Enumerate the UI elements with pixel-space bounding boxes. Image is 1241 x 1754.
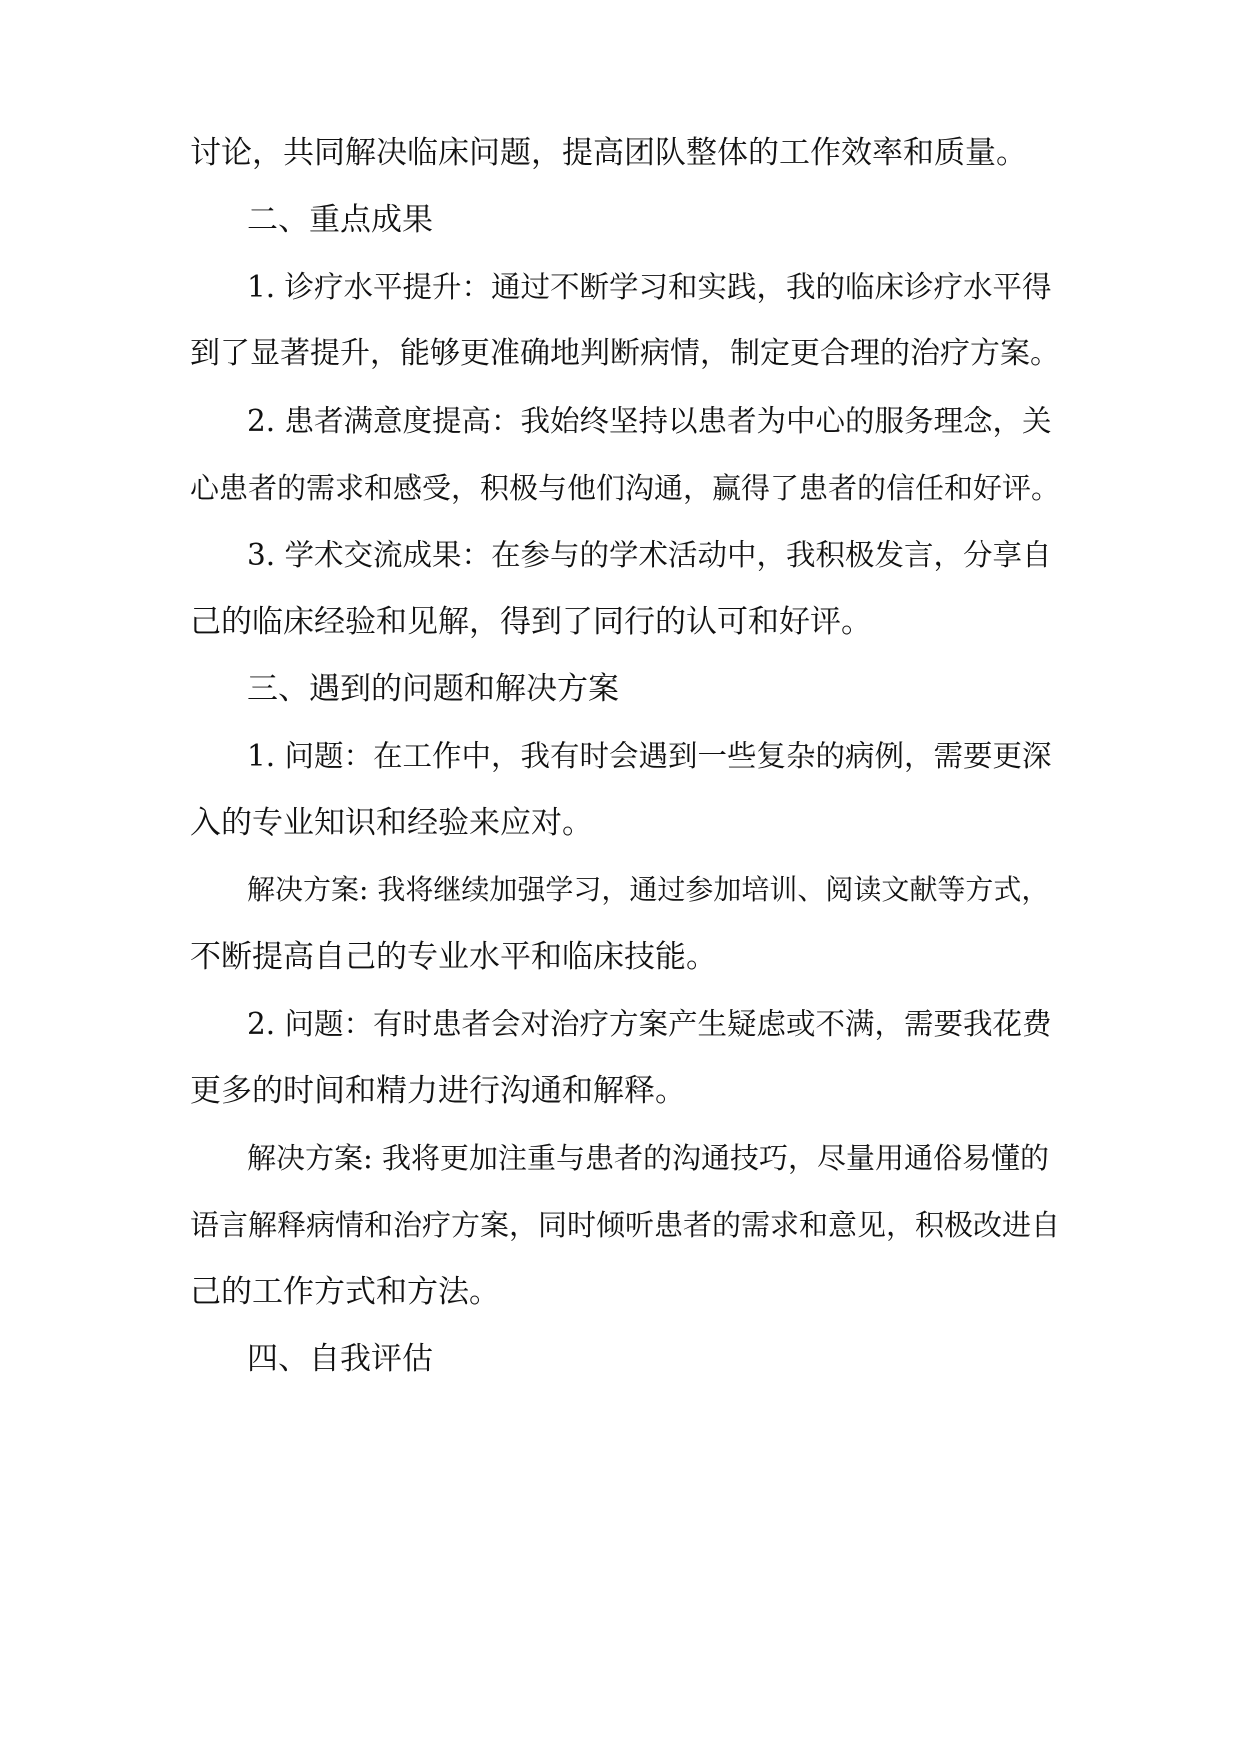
paragraph-line: 语言解释病情和治疗方案，同时倾听患者的需求和意见，积极改进自	[190, 1208, 1061, 1242]
paragraph-line: 更多的时间和精力进行沟通和解释。	[190, 1073, 686, 1109]
paragraph-line: 己的临床经验和见解，得到了同行的认可和好评。	[190, 604, 872, 640]
paragraph-line: 1. 诊疗水平提升：通过不断学习和实践，我的临床诊疗水平得	[247, 270, 1052, 304]
paragraph-line: 心患者的需求和感受，积极与他们沟通，赢得了患者的信任和好评。	[190, 471, 1061, 505]
paragraph-line: 到了显著提升，能够更准确地判断病情，制定更合理的治疗方案。	[190, 336, 1060, 371]
paragraph-line: 2. 问题：有时患者会对治疗方案产生疑虑或不满，需要我花费	[247, 1007, 1052, 1041]
section-heading: 二、重点成果	[247, 202, 433, 238]
paragraph-line: 己的工作方式和方法。	[190, 1274, 500, 1310]
paragraph-line: 入的专业知识和经验来应对。	[190, 805, 593, 841]
paragraph-line: 2. 患者满意度提高：我始终坚持以患者为中心的服务理念，关	[247, 404, 1052, 438]
paragraph-line: 1. 问题：在工作中，我有时会遇到一些复杂的病例，需要更深	[247, 739, 1052, 773]
section-heading: 三、遇到的问题和解决方案	[247, 671, 619, 707]
paragraph-line: 不断提高自己的专业水平和临床技能。	[190, 939, 717, 975]
paragraph-line: 3. 学术交流成果：在参与的学术活动中，我积极发言，分享自	[247, 538, 1052, 572]
paragraph-line: 解决方案: 我将继续加强学习，通过参加培训、阅读文献等方式，	[247, 873, 1050, 906]
paragraph-line: 讨论，共同解决临床问题，提高团队整体的工作效率和质量。	[190, 135, 1027, 171]
section-heading: 四、自我评估	[247, 1341, 433, 1377]
paragraph-line: 解决方案: 我将更加注重与患者的沟通技巧，尽量用通俗易懂的	[247, 1141, 1049, 1175]
